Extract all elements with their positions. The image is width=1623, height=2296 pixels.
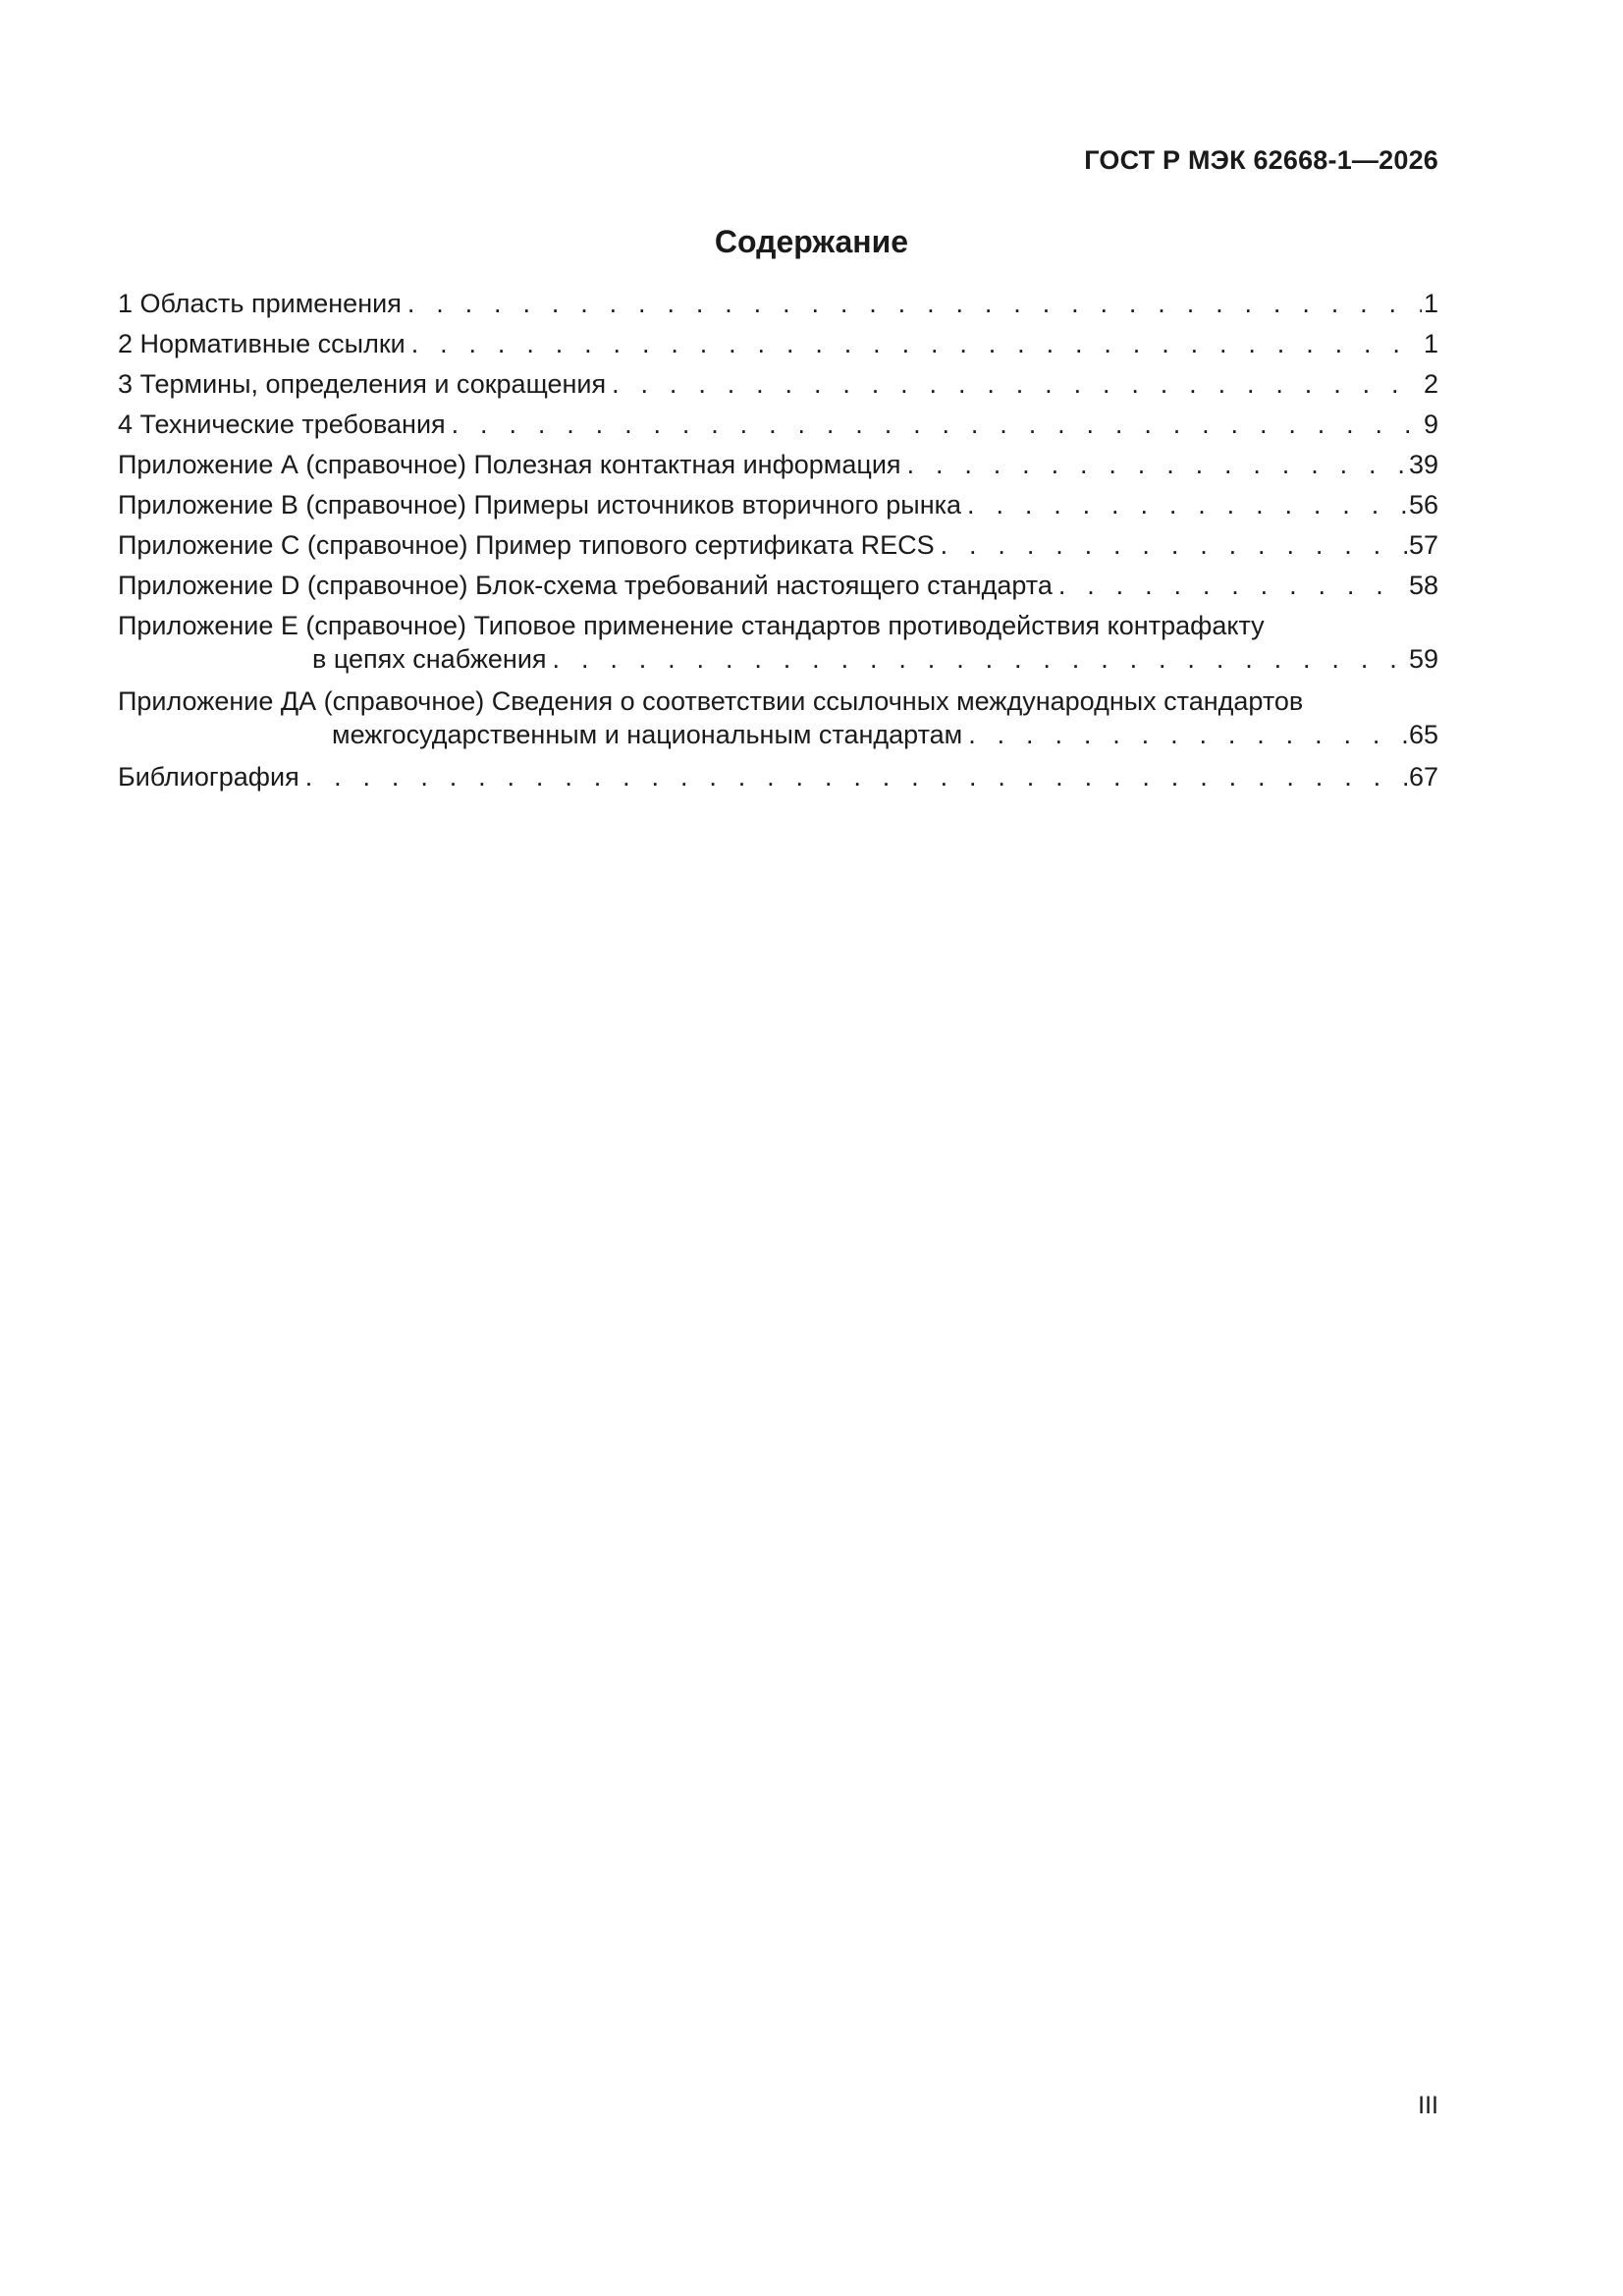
dot-leader xyxy=(407,287,1422,320)
dot-leader xyxy=(907,448,1407,481)
document-code: ГОСТ Р МЭК 62668-1—2026 xyxy=(1084,145,1438,175)
dot-leader xyxy=(305,760,1407,793)
toc-item-annex-d[interactable] xyxy=(118,569,1438,602)
toc-item-label-continuation: межгосударственным и национальным стандартам xyxy=(332,720,963,749)
dot-leader xyxy=(1058,569,1407,602)
toc-item-label: 2 Нормативные ссылки xyxy=(118,329,406,358)
toc-item-label: Приложение В (справочное) Примеры источников вторичного рынка xyxy=(118,490,962,519)
toc-item-label: 1 Область применения xyxy=(118,289,402,318)
toc-item-page: 58 xyxy=(1408,571,1438,600)
page-number: III xyxy=(1418,2092,1438,2119)
toc-item-normative-references[interactable] xyxy=(118,327,1438,360)
toc-item-annex-e[interactable] xyxy=(118,609,1438,676)
dot-leader xyxy=(612,367,1422,401)
toc-item-page: 59 xyxy=(1408,644,1438,674)
dot-leader xyxy=(553,642,1407,676)
toc-item-page: 9 xyxy=(1423,410,1438,439)
toc-item-label: 4 Технические требования xyxy=(118,410,446,439)
toc-item-page: 39 xyxy=(1408,450,1438,479)
toc-title: Содержание xyxy=(714,224,909,259)
toc-item-label: Приложение ДА (справочное) Сведения о соответствии ссылочных международных стандартов xyxy=(118,686,1304,716)
toc-item-annex-c[interactable] xyxy=(118,528,1438,562)
toc-item-label: 3 Термины, определения и сокращения xyxy=(118,369,607,399)
toc-item-page: 65 xyxy=(1408,720,1438,749)
toc-item-label: Библиография xyxy=(118,762,299,792)
dot-leader xyxy=(411,327,1422,360)
toc-item-technical-requirements[interactable] xyxy=(118,408,1438,441)
dot-leader xyxy=(968,718,1407,751)
toc-item-page: 2 xyxy=(1423,369,1438,399)
toc-item-label-continuation: в цепях снабжения xyxy=(312,644,547,674)
toc-item-annex-b[interactable] xyxy=(118,488,1438,521)
toc-item-annex-a[interactable] xyxy=(118,448,1438,481)
toc-item-page: 57 xyxy=(1408,530,1438,560)
toc-item-annex-da[interactable] xyxy=(118,684,1438,751)
toc-item-label: Приложение С (справочное) Пример типового сертификата RECS xyxy=(118,530,935,560)
table-of-contents xyxy=(118,287,1438,800)
dot-leader xyxy=(941,528,1407,562)
toc-item-label: Приложение А (справочное) Полезная контактная информация xyxy=(118,450,901,479)
dot-leader xyxy=(967,488,1407,521)
toc-item-label: Приложение D (справочное) Блок-схема требований настоящего стандарта xyxy=(118,571,1053,600)
dot-leader xyxy=(452,408,1422,441)
toc-item-terms[interactable] xyxy=(118,367,1438,401)
toc-item-page: 1 xyxy=(1423,289,1438,318)
toc-item-page: 67 xyxy=(1408,762,1438,792)
toc-item-bibliography[interactable] xyxy=(118,760,1438,793)
toc-item-page: 1 xyxy=(1423,329,1438,358)
toc-item-page: 56 xyxy=(1408,490,1438,519)
toc-item-scope[interactable] xyxy=(118,287,1438,320)
toc-item-label: Приложение Е (справочное) Типовое применение стандартов противодействия контрафакту xyxy=(118,611,1265,640)
